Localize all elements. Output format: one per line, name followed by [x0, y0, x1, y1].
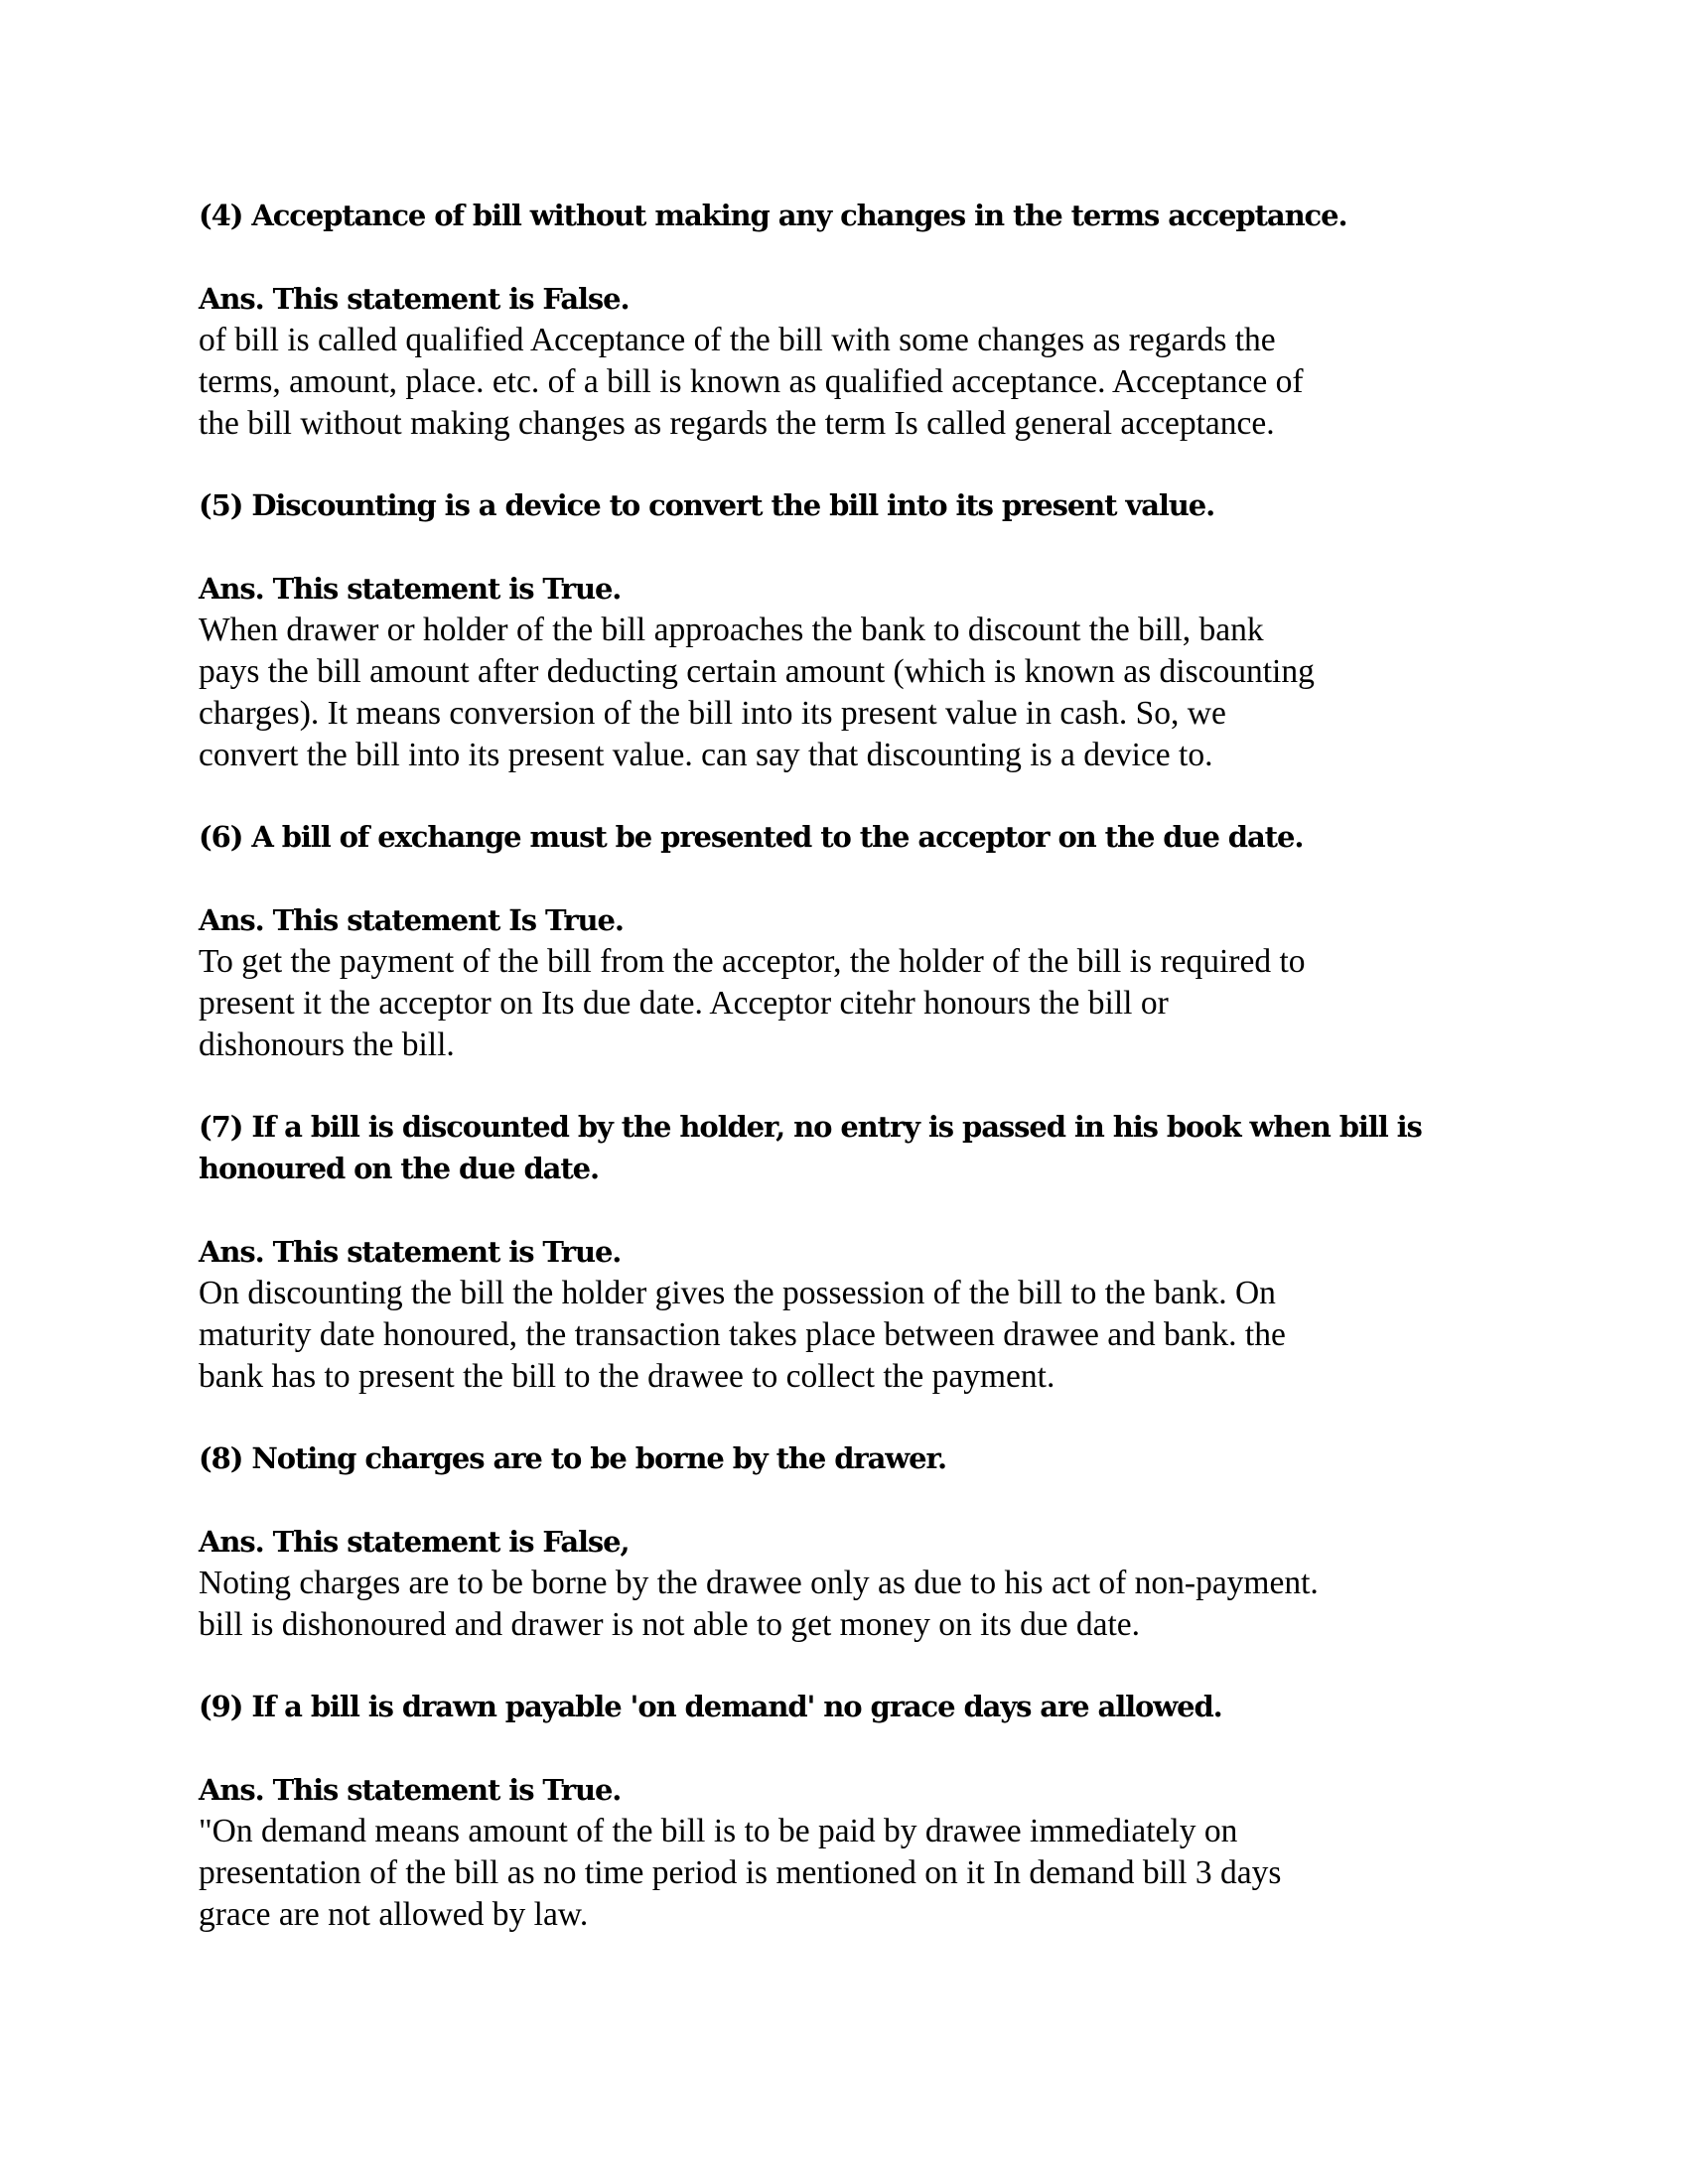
qa-item-5 — [199, 484, 1499, 776]
section-gap — [199, 1066, 1499, 1106]
question-heading: (8) Noting charges are to be borne by the drawer. — [199, 1441, 947, 1475]
answer-heading: Ans. This statement is True. — [199, 572, 622, 606]
question-heading: (6) A bill of exchange must be presented to the acceptor on the due date. — [199, 820, 1304, 854]
answer-heading: Ans. This statement is False. — [199, 282, 630, 316]
answer-heading: Ans. This statement Is True. — [199, 903, 624, 937]
qa-item-6 — [199, 816, 1499, 1066]
question-heading: (4) Acceptance of bill without making any changes in the terms acceptance. — [199, 199, 1347, 232]
answer-heading: Ans. This statement is False, — [199, 1525, 630, 1559]
section-gap — [199, 445, 1499, 484]
section-gap — [199, 1646, 1499, 1686]
qa-item-4 — [199, 195, 1499, 445]
section-gap — [199, 1398, 1499, 1437]
qa-item-8 — [199, 1437, 1499, 1646]
qa-item-7 — [199, 1106, 1499, 1398]
qa-item-9 — [199, 1686, 1499, 1936]
answer-text: Noting charges are to be borne by the drawee only as due to his act of non-payment. bill is dishonoured and drawer is not able to get money on its due date. — [199, 1565, 1319, 1643]
answer-text: On discounting the bill the holder gives the possession of the bill to the bank. On maturity date honoured, the transaction takes place between drawee and bank. the bank has to present the bill to the drawee to collect the payment. — [199, 1275, 1286, 1395]
answer-text: When drawer or holder of the bill approaches the bank to discount the bill, bank pays the bill amount after deducting certain amount (which is known as discounting charges). It means conversion of the bill into its present value in cash. So, we convert the bill into its present value. can say that discounting is a device to. — [199, 612, 1315, 773]
answer-text: of bill is called qualified Acceptance of the bill with some changes as regards the terms, amount, place. etc. of a bill is known as qualified acceptance. Acceptance of the bill without making changes as regards the term Is called general acceptance. — [199, 322, 1304, 442]
document-page — [199, 195, 1499, 1936]
answer-heading: Ans. This statement is True. — [199, 1773, 622, 1807]
question-heading: (5) Discounting is a device to convert the bill into its present value. — [199, 488, 1215, 522]
section-gap — [199, 776, 1499, 816]
answer-heading: Ans. This statement is True. — [199, 1235, 622, 1269]
question-heading: (7) If a bill is discounted by the holder, no entry is passed in his book when bill is honoured on the due date. — [199, 1110, 1422, 1185]
question-heading: (9) If a bill is drawn payable 'on demand' no grace days are allowed. — [199, 1690, 1222, 1723]
answer-text: To get the payment of the bill from the acceptor, the holder of the bill is required to present it the acceptor on Its due date. Acceptor citehr honours the bill or dishonours the bill. — [199, 943, 1306, 1063]
answer-text: "On demand means amount of the bill is to be paid by drawee immediately on presentation of the bill as no time period is mentioned on it In demand bill 3 days grace are not allowed by law. — [199, 1813, 1282, 1933]
